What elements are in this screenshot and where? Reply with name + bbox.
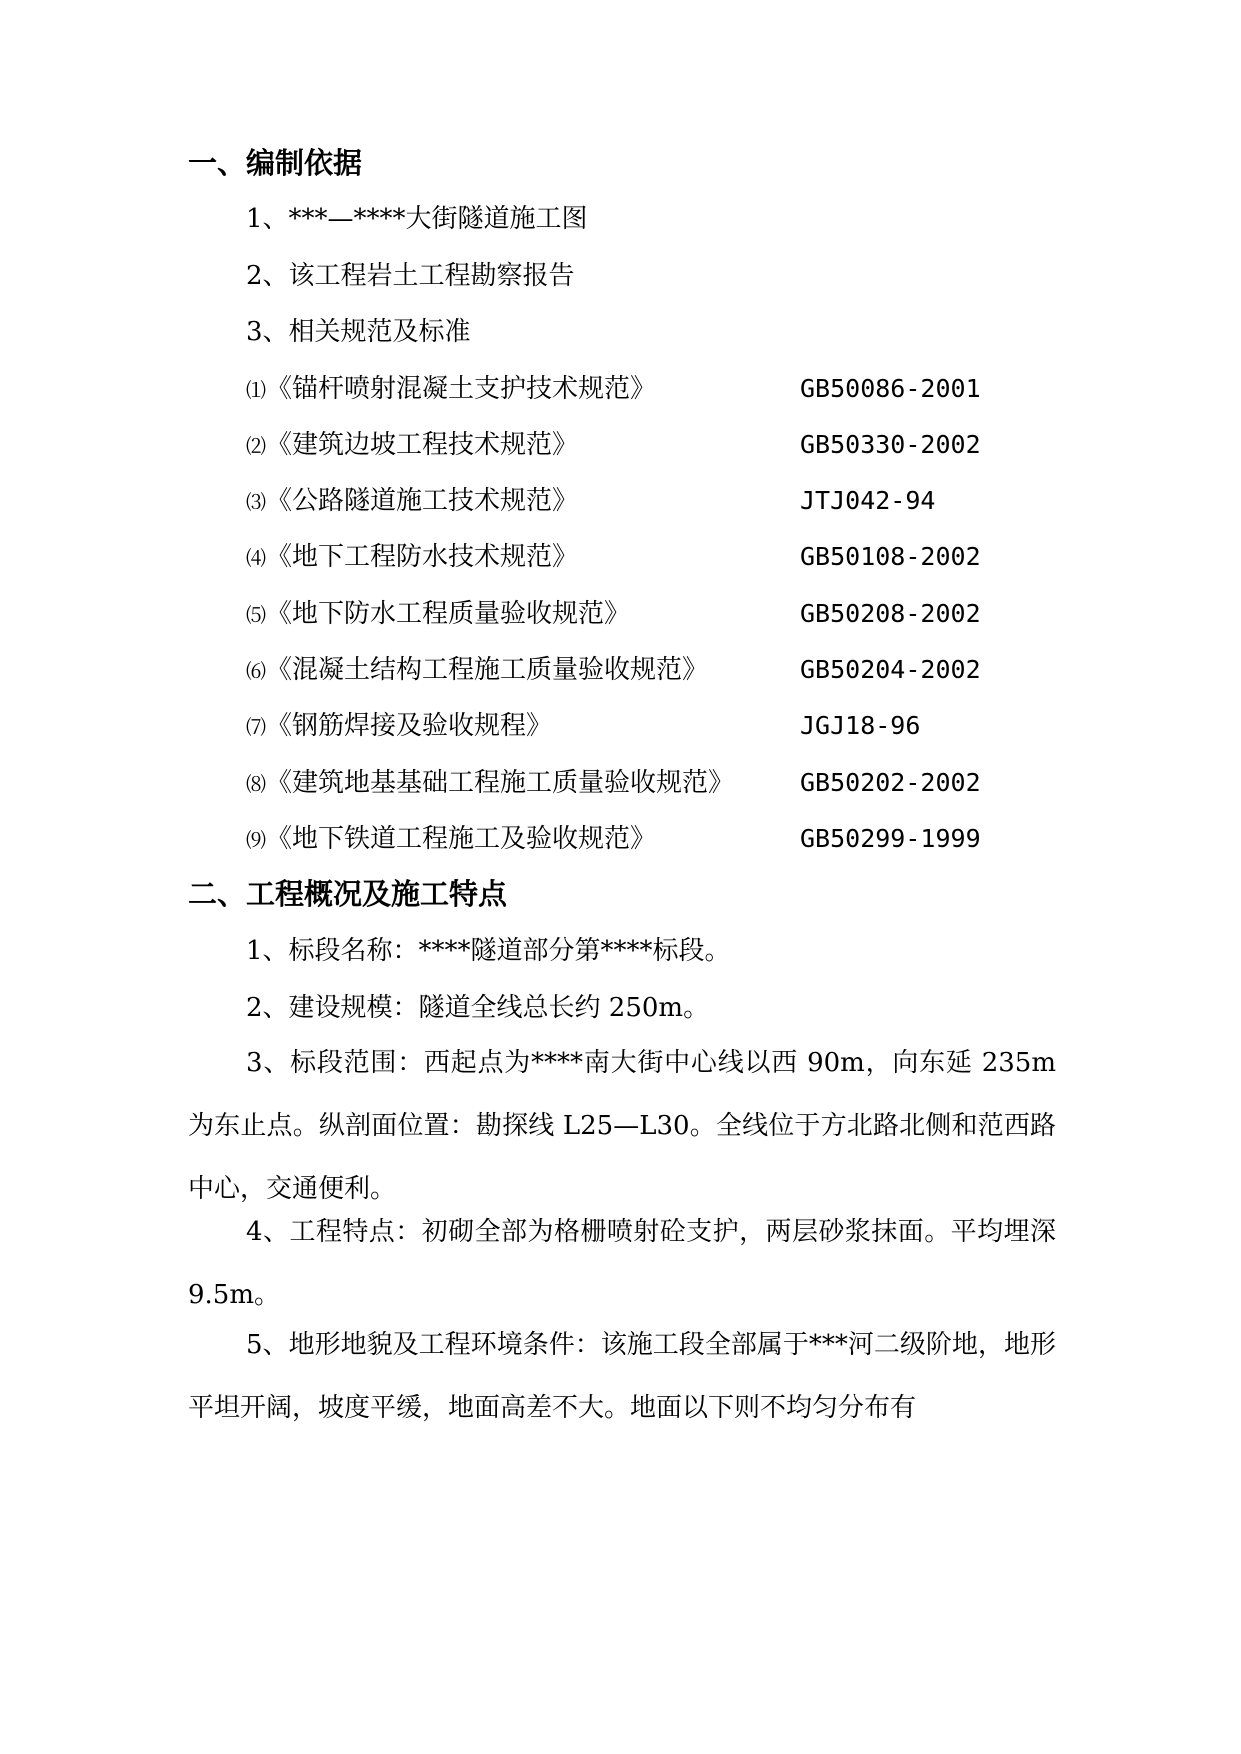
reference-row: [246, 483, 1006, 519]
basis-item-3: 3、相关规范及标准: [246, 317, 471, 347]
reference-title: 《地下防水工程质量验收规范》: [266, 599, 631, 629]
reference-number: ⑷: [246, 546, 266, 570]
section-heading-basis: 一、编制依据: [188, 146, 363, 180]
basis-item-1: 1、***—****大街隧道施工图: [246, 204, 588, 234]
reference-row: [246, 765, 1006, 801]
reference-number: ⑻: [246, 772, 266, 796]
reference-code: GB50086-2001: [800, 374, 981, 403]
reference-title: 《地下工程防水技术规范》: [266, 542, 579, 572]
reference-code: GB50202-2002: [800, 768, 981, 797]
reference-title: 《建筑边坡工程技术规范》: [266, 430, 579, 460]
reference-title: 《混凝土结构工程施工质量验收规范》: [266, 655, 709, 685]
reference-number: ⑵: [246, 434, 266, 458]
reference-row: [246, 596, 1006, 632]
reference-code: GB50299-1999: [800, 824, 981, 853]
reference-number: ⑸: [246, 603, 266, 627]
reference-code: GB50208-2002: [800, 599, 981, 628]
reference-number: ⑹: [246, 659, 266, 683]
reference-row: [246, 427, 1006, 463]
reference-code: GB50330-2002: [800, 430, 981, 459]
reference-title: 《地下铁道工程施工及验收规范》: [266, 824, 657, 854]
reference-title: 《公路隧道施工技术规范》: [266, 486, 579, 516]
reference-number: ⑼: [246, 828, 266, 852]
overview-item-1: 1、标段名称：****隧道部分第****标段。: [246, 936, 731, 966]
reference-number: ⑴: [246, 378, 266, 402]
overview-paragraph-terrain: 5、地形地貌及工程环境条件：该施工段全部属于***河二级阶地，地形平坦开阔，坡度平缓，地面高差不大。地面以下则不均匀分布有: [188, 1330, 1056, 1423]
reference-row: [246, 371, 1006, 407]
reference-row: [246, 821, 1006, 857]
overview-paragraph-features: 4、工程特点：初砌全部为格栅喷射砼支护，两层砂浆抹面。平均埋深 9.5m。: [188, 1217, 1056, 1310]
reference-number: ⑶: [246, 490, 266, 514]
reference-code: GB50204-2002: [800, 655, 981, 684]
basis-item-2: 2、该工程岩土工程勘察报告: [246, 261, 575, 291]
reference-row: [246, 539, 1006, 575]
overview-paragraph-scope: 3、标段范围：西起点为****南大街中心线以西 90m，向东延 235m为东止点。纵剖面位置：勘探线 L25—L30。全线位于方北路北侧和范西路中心，交通便利。: [188, 1048, 1056, 1204]
section-heading-overview: 二、工程概况及施工特点: [188, 877, 508, 911]
reference-code: JTJ042-94: [800, 486, 936, 515]
reference-number: ⑺: [246, 715, 266, 739]
reference-code: JGJ18-96: [800, 711, 921, 740]
reference-title: 《锚杆喷射混凝土支护技术规范》: [266, 374, 657, 404]
reference-code: GB50108-2002: [800, 542, 981, 571]
reference-row: [246, 652, 1006, 688]
reference-row: [246, 708, 1006, 744]
reference-title: 《建筑地基基础工程施工质量验收规范》: [266, 768, 735, 798]
overview-item-2: 2、建设规模：隧道全线总长约 250m。: [246, 993, 710, 1023]
reference-title: 《钢筋焊接及验收规程》: [266, 711, 553, 741]
